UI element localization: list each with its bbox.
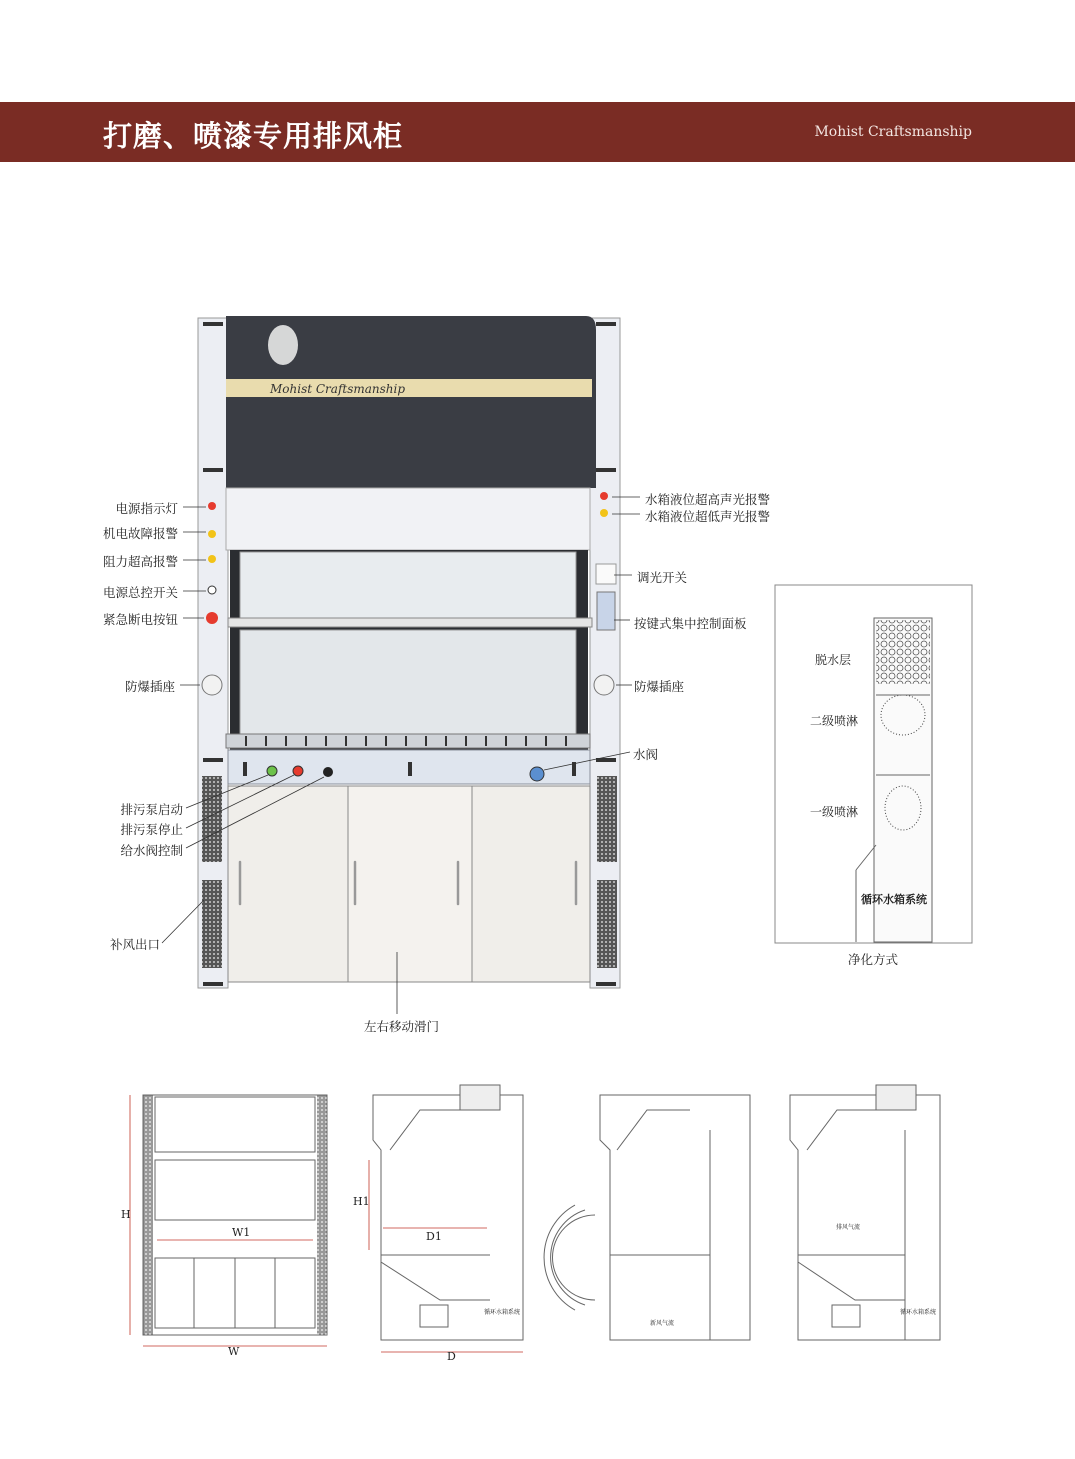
drawing-front	[143, 1095, 327, 1335]
door-center[interactable]	[348, 786, 472, 982]
label-power-light: 电源指示灯	[115, 501, 178, 516]
drawing-side-2	[544, 1095, 750, 1340]
pump-start-button[interactable]	[267, 766, 277, 776]
brand-name: Mohist Craftsmanship	[814, 124, 972, 140]
label-water-valve-control: 给水阀控制	[120, 843, 183, 858]
label-level-low: 水箱液位超低声光报警	[645, 509, 771, 524]
water-valve-control[interactable]	[323, 767, 333, 777]
label-resistance-alarm: 阻力超高报警	[102, 554, 178, 569]
sash-glass-lower	[240, 630, 576, 734]
door-right[interactable]	[472, 786, 590, 982]
power-switch[interactable]	[208, 586, 216, 594]
label-pump-start: 排污泵启动	[120, 802, 183, 817]
label-pump-stop: 排污泵停止	[120, 822, 183, 837]
label-level-high: 水箱液位超高声光报警	[645, 492, 771, 507]
resistance-light	[208, 555, 216, 563]
worktop-grill	[226, 734, 590, 748]
water-valve-knob[interactable]	[530, 767, 544, 781]
label-socket-right: 防爆插座	[634, 679, 685, 694]
label-spray-1: 一级喷淋	[810, 805, 859, 819]
drawing-side-3	[790, 1085, 940, 1340]
label-dimmer: 调光开关	[637, 570, 688, 585]
sash-glass-upper	[240, 552, 576, 618]
dim-w1: W1	[232, 1226, 251, 1239]
label-control-panel: 按键式集中控制面板	[634, 616, 747, 631]
signboard-text: Mohist Craftsmanship	[270, 382, 406, 396]
sash-handle-bar[interactable]	[228, 618, 592, 627]
label-emergency-stop: 紧急断电按钮	[102, 612, 178, 627]
socket-right[interactable]	[594, 675, 614, 695]
power-light	[208, 502, 216, 510]
vent-right-lower	[597, 880, 617, 968]
drawing-airflow-out: 排风气流	[836, 1224, 861, 1231]
drawing-tank-label-2: 循环水箱系统	[900, 1309, 937, 1316]
dimmer-switch[interactable]	[596, 564, 616, 584]
purification-caption: 净化方式	[848, 952, 899, 967]
dim-d: D	[447, 1350, 456, 1363]
vent-right-upper	[597, 776, 617, 862]
drawing-tank-label-1: 循环水箱系统	[484, 1309, 521, 1316]
upper-panel	[226, 488, 590, 550]
label-dewatering: 脱水层	[815, 653, 852, 667]
control-panel[interactable]	[597, 592, 615, 630]
socket-left[interactable]	[202, 675, 222, 695]
label-spray-2: 二级喷淋	[810, 714, 859, 728]
dim-h: H	[121, 1208, 131, 1221]
fault-light	[208, 530, 216, 538]
vent-left-lower	[202, 880, 222, 968]
label-fault-alarm: 机电故障报警	[102, 526, 178, 541]
label-air-outlet: 补风出口	[109, 937, 160, 952]
dim-h1: H1	[353, 1195, 370, 1208]
drawing-side-1	[373, 1085, 523, 1340]
dim-w: W	[228, 1345, 240, 1358]
level-low-light	[600, 509, 608, 517]
label-tank-system: 循环水箱系统	[861, 893, 927, 906]
pump-stop-button[interactable]	[293, 766, 303, 776]
dim-d1: D1	[426, 1230, 442, 1243]
level-high-light	[600, 492, 608, 500]
label-sliding-doors: 左右移动滑门	[364, 1019, 440, 1034]
label-power-switch: 电源总控开关	[102, 585, 178, 600]
emergency-button[interactable]	[206, 612, 218, 624]
drawing-airflow-in: 新风气流	[650, 1320, 675, 1327]
door-left[interactable]	[228, 786, 348, 982]
label-water-valve: 水阀	[633, 747, 659, 762]
dewatering-layer	[876, 620, 930, 684]
page-title: 打磨、喷漆专用排风柜	[103, 119, 404, 153]
logo-seal	[268, 325, 298, 365]
label-socket-left: 防爆插座	[124, 679, 175, 694]
